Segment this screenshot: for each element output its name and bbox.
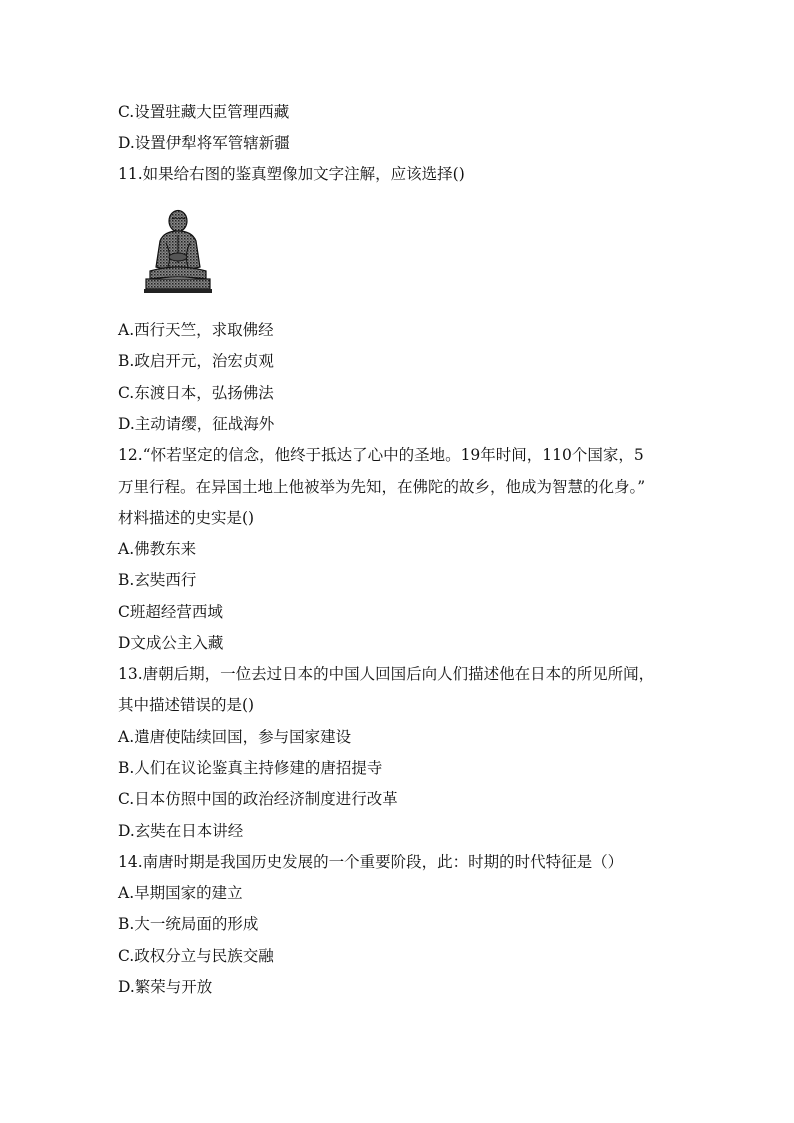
q10-option-c: C.设置驻藏大臣管理西藏 <box>118 103 290 121</box>
q11-option-a: A.西行天竺，求取佛经 <box>118 321 274 339</box>
q14-option-d: D.繁荣与开放 <box>118 978 213 996</box>
q13-stem-line-2: 其中描述错误的是() <box>118 696 255 714</box>
q12-option-b: B.玄奘西行 <box>118 571 197 589</box>
q14-option-a: A.早期国家的建立 <box>118 884 243 902</box>
q11-option-c: C.东渡日本，弘扬佛法 <box>118 384 274 402</box>
q13-option-b: B.人们在议论鉴真主持修建的唐招提寺 <box>118 759 383 777</box>
q14-option-c: C.政权分立与民族交融 <box>118 947 274 965</box>
q13-stem-line-1: 13.唐朝后期，一位去过日本的中国人回国后向人们描述他在日本的所见所闻， <box>118 665 655 683</box>
seated-monk-statue-icon <box>142 205 214 295</box>
q12-option-a: A.佛教东来 <box>118 540 197 558</box>
q14-option-b: B.大一统局面的形成 <box>118 915 259 933</box>
q13-option-a: A.遣唐使陆续回国，参与国家建设 <box>118 728 352 746</box>
q10-option-d: D.设置伊犁将军管辖新疆 <box>118 134 290 152</box>
q12-option-d: D文成公主入藏 <box>118 634 224 652</box>
q12-stem-line-3: 材料描述的史实是() <box>118 509 255 527</box>
q11-option-b: B.政启开元，治宏贞观 <box>118 352 274 370</box>
q14-stem: 14.南唐时期是我国历史发展的一个重要阶段，此：时期的时代特征是（） <box>118 853 624 871</box>
q12-stem-line-2: 万里行程。在异国土地上他被举为先知，在佛陀的故乡，他成为智慧的化身。” <box>118 478 646 496</box>
q12-option-c: C班超经营西域 <box>118 603 223 621</box>
q13-option-d: D.玄奘在日本讲经 <box>118 822 244 840</box>
q11-stem: 11.如果给右图的鉴真塑像加文字注解，应该选择() <box>118 165 465 183</box>
q12-stem-line-1: 12.“怀若坚定的信念，他终于抵达了心中的圣地。19年时间，110个国家，5 <box>118 446 644 464</box>
q13-option-c: C.日本仿照中国的政治经济制度进行改革 <box>118 790 398 808</box>
q11-option-d: D.主动请缨，征战海外 <box>118 415 275 433</box>
